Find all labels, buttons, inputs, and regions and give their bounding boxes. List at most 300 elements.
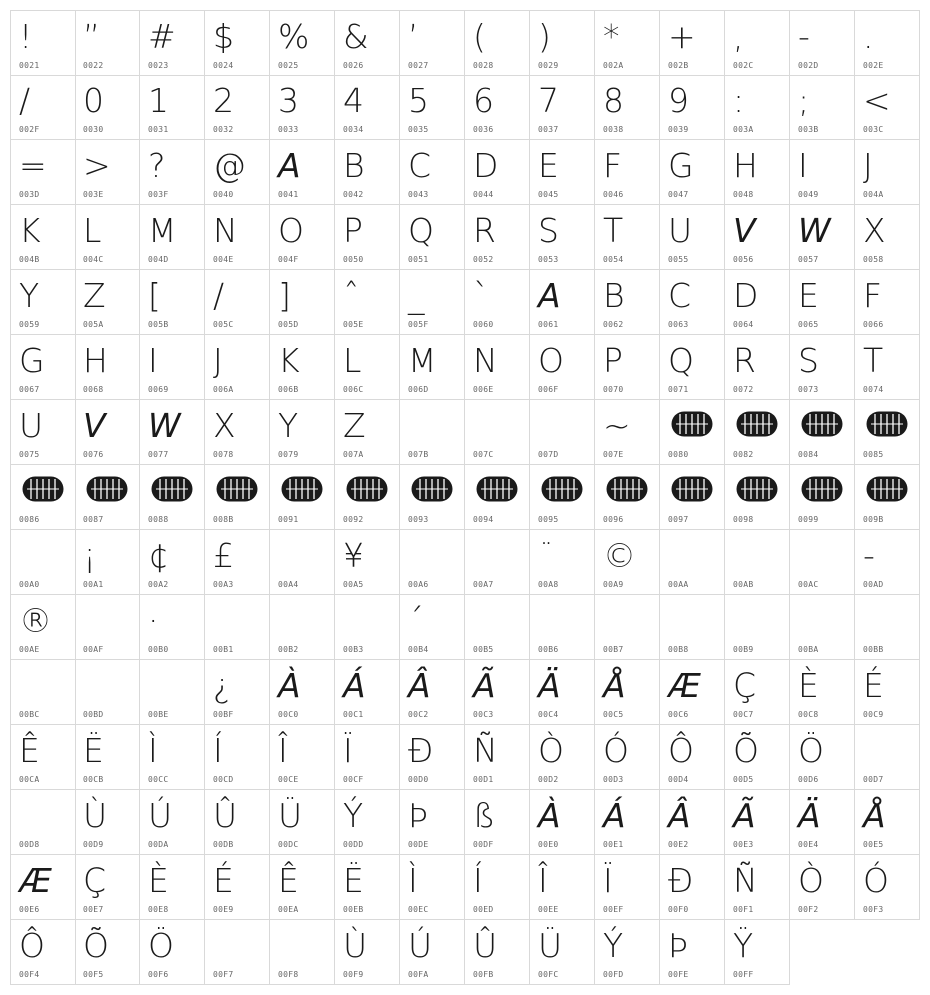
glyph-char: Ú [148,796,173,835]
glyph-cell [790,10,855,76]
glyph-cell [660,595,725,660]
glyph-char: P [343,211,363,250]
glyph-cell [595,465,660,530]
glyph-cell [205,660,270,725]
glyph-codepoint: 002E [863,61,884,70]
glyph-char: Ê [278,861,299,900]
ornament-glyph [735,410,779,438]
glyph-codepoint: 0099 [798,515,819,524]
glyph-char: ¨ [538,536,555,575]
glyph-char: Â [408,666,431,705]
glyph-cell [75,725,140,790]
glyph-codepoint: 0071 [668,385,689,394]
glyph-cell [140,855,205,920]
glyph-codepoint: 005A [83,320,104,329]
glyph-cell [725,400,790,465]
glyph-char: K [278,341,300,380]
glyph-codepoint: 00A6 [408,580,429,589]
glyph-codepoint: 00D4 [668,775,689,784]
glyph-codepoint: 0030 [83,125,104,134]
glyph-codepoint: 0037 [538,125,559,134]
glyph-cell [10,335,76,400]
glyph-codepoint: 00B0 [148,645,169,654]
glyph-codepoint: 00BD [83,710,104,719]
glyph-char: ~ [603,406,631,445]
glyph-codepoint: 00C9 [863,710,884,719]
glyph-char: C [668,276,692,315]
glyph-cell [10,855,76,920]
glyph-char: N [473,341,498,380]
glyph-char: Æ [19,861,52,900]
glyph-char: * [603,17,620,56]
glyph-codepoint: 00B2 [278,645,299,654]
glyph-char: B [603,276,625,315]
glyph-cell [75,660,140,725]
glyph-codepoint: 0078 [213,450,234,459]
glyph-codepoint: 0049 [798,190,819,199]
glyph-char: Ë [343,861,364,900]
glyph-char: [ [148,276,161,315]
glyph-cell [335,855,400,920]
glyph-cell [595,10,660,76]
glyph-cell [205,270,270,335]
glyph-cell [400,335,465,400]
glyph-char: F [863,276,882,315]
glyph-char: > [83,146,111,185]
glyph-cell [140,270,205,335]
ornament-glyph [345,475,389,503]
glyph-cell [75,270,140,335]
glyph-char: Ñ [733,861,758,900]
glyph-codepoint: 00C0 [278,710,299,719]
glyph-codepoint: 002F [19,125,40,134]
glyph-cell [10,660,76,725]
glyph-cell [595,595,660,660]
glyph-cell [140,595,205,660]
glyph-codepoint: 00BB [863,645,884,654]
glyph-codepoint: 00AB [733,580,754,589]
glyph-char: X [863,211,886,250]
glyph-codepoint: 0087 [83,515,104,524]
glyph-cell [855,465,920,530]
glyph-char: ) [538,17,551,56]
glyph-cell [400,595,465,660]
glyph-cell [205,205,270,270]
glyph-codepoint: 00D7 [863,775,884,784]
glyph-cell [10,920,76,985]
glyph-cell [660,335,725,400]
glyph-char: @ [213,146,246,185]
glyph-cell [725,660,790,725]
glyph-codepoint: 007C [473,450,494,459]
glyph-codepoint: 00AD [863,580,884,589]
glyph-char: ’ [408,17,419,56]
glyph-cell [400,465,465,530]
ornament-glyph [605,475,649,503]
glyph-char: D [473,146,499,185]
glyph-codepoint: 00A4 [278,580,299,589]
glyph-char: ! [19,17,33,56]
glyph-char: Ë [83,731,104,770]
glyph-codepoint: 0082 [733,450,754,459]
glyph-char: H [83,341,108,380]
glyph-cell [270,920,335,985]
glyph-codepoint: 00D1 [473,775,494,784]
glyph-cell [335,530,400,595]
glyph-codepoint: 00F4 [19,970,40,979]
glyph-char: A [538,276,561,315]
glyph-char: Á [343,666,366,705]
glyph-cell [205,855,270,920]
glyph-char: 1 [148,81,169,120]
glyph-codepoint: 00FE [668,970,689,979]
glyph-char: Û [213,796,238,835]
glyph-char: Ï [603,861,613,900]
glyph-char: Æ [668,666,701,705]
glyph-cell [270,595,335,660]
ornament-glyph [800,475,844,503]
glyph-cell [270,660,335,725]
glyph-char: G [19,341,45,380]
glyph-cell [10,140,76,205]
glyph-cell [270,205,335,270]
glyph-codepoint: 0046 [603,190,624,199]
glyph-cell [855,660,920,725]
glyph-codepoint: 00CD [213,775,234,784]
glyph-codepoint: 0043 [408,190,429,199]
glyph-cell [855,530,920,595]
glyph-char: E [538,146,559,185]
glyph-codepoint: 00D0 [408,775,429,784]
glyph-codepoint: 0034 [343,125,364,134]
glyph-char: É [213,861,234,900]
glyph-codepoint: 00E0 [538,840,559,849]
glyph-cell [270,530,335,595]
glyph-cell [10,10,76,76]
glyph-cell [465,530,530,595]
glyph-char: 2 [213,81,234,120]
glyph-codepoint: 00AC [798,580,819,589]
glyph-cell [465,335,530,400]
glyph-cell [270,790,335,855]
glyph-char: 9 [668,81,689,120]
glyph-codepoint: 006F [538,385,559,394]
glyph-cell [140,10,205,76]
glyph-codepoint: 00BF [213,710,234,719]
glyph-cell [465,205,530,270]
glyph-cell [205,140,270,205]
glyph-cell [335,75,400,140]
glyph-char: % [278,17,310,56]
glyph-cell [270,10,335,76]
glyph-char: Y [278,406,299,445]
glyph-codepoint: 0036 [473,125,494,134]
glyph-codepoint: 00DC [278,840,299,849]
glyph-cell [790,725,855,790]
glyph-codepoint: 0069 [148,385,169,394]
glyph-codepoint: 005C [213,320,234,329]
glyph-cell [205,920,270,985]
glyph-cell [75,790,140,855]
glyph-codepoint: 00F3 [863,905,884,914]
glyph-cell [595,790,660,855]
glyph-cell [400,920,465,985]
glyph-cell [855,595,920,660]
glyph-codepoint: 00F2 [798,905,819,914]
glyph-cell [140,660,205,725]
glyph-cell [725,270,790,335]
glyph-codepoint: 004E [213,255,234,264]
glyph-cell [660,205,725,270]
glyph-codepoint: 0039 [668,125,689,134]
glyph-cell [75,205,140,270]
glyph-cell [725,10,790,76]
glyph-char: Ú [408,926,433,965]
glyph-codepoint: 009B [863,515,884,524]
glyph-char: Ã [473,666,496,705]
glyph-cell [530,10,595,76]
glyph-char: K [19,211,41,250]
glyph-cell [10,725,76,790]
glyph-char: Ö [148,926,174,965]
ornament-glyph [215,475,259,503]
glyph-char: ˆ [343,276,360,315]
glyph-char: Ü [278,796,303,835]
glyph-char: , [733,17,744,56]
glyph-codepoint: 00AE [19,645,40,654]
glyph-cell [855,790,920,855]
glyph-codepoint: 0027 [408,61,429,70]
glyph-cell [595,725,660,790]
glyph-cell [725,920,790,985]
glyph-codepoint: 00C2 [408,710,429,719]
glyph-codepoint: 00F1 [733,905,754,914]
glyph-char: F [603,146,622,185]
glyph-cell [790,400,855,465]
glyph-codepoint: 00EA [278,905,299,914]
glyph-codepoint: 00E3 [733,840,754,849]
glyph-codepoint: 005F [408,320,429,329]
glyph-codepoint: 0094 [473,515,494,524]
glyph-codepoint: 00BC [19,710,40,719]
glyph-codepoint: 003D [19,190,40,199]
glyph-char: Ü [538,926,563,965]
glyph-char: R [473,211,496,250]
glyph-codepoint: 00A7 [473,580,494,589]
glyph-cell [595,75,660,140]
glyph-codepoint: 007B [408,450,429,459]
glyph-codepoint: 005B [148,320,169,329]
glyph-char: G [668,146,694,185]
glyph-char: U [668,211,693,250]
glyph-cell [595,660,660,725]
glyph-char: ; [798,81,810,120]
glyph-cell [595,270,660,335]
glyph-char: Ô [668,731,694,770]
glyph-char: I [148,341,158,380]
glyph-cell [75,140,140,205]
glyph-cell [855,205,920,270]
glyph-codepoint: 00B3 [343,645,364,654]
ornament-glyph [540,475,584,503]
glyph-codepoint: 007E [603,450,624,459]
glyph-codepoint: 00BA [798,645,819,654]
glyph-cell [400,790,465,855]
glyph-codepoint: 00E6 [19,905,40,914]
glyph-char: / [19,81,31,120]
glyph-codepoint: 0052 [473,255,494,264]
glyph-codepoint: 0056 [733,255,754,264]
glyph-codepoint: 006D [408,385,429,394]
glyph-char: ˊ [408,601,424,640]
glyph-char: Î [278,731,288,770]
glyph-char: Ò [538,731,564,770]
glyph-cell [335,725,400,790]
glyph-cell [465,595,530,660]
glyph-cell [465,660,530,725]
glyph-codepoint: 0062 [603,320,624,329]
glyph-char: ? [148,146,166,185]
glyph-cell [335,920,400,985]
glyph-char: É [863,666,884,705]
glyph-codepoint: 0055 [668,255,689,264]
glyph-cell [725,530,790,595]
glyph-codepoint: 0084 [798,450,819,459]
glyph-codepoint: 0023 [148,61,169,70]
glyph-codepoint: 00C1 [343,710,364,719]
glyph-cell [530,140,595,205]
glyph-codepoint: 0041 [278,190,299,199]
glyph-codepoint: 0053 [538,255,559,264]
glyph-cell [465,855,530,920]
glyph-codepoint: 00E4 [798,840,819,849]
glyph-char: 4 [343,81,364,120]
glyph-codepoint: 0040 [213,190,234,199]
glyph-char: Ç [733,666,757,705]
glyph-codepoint: 0066 [863,320,884,329]
glyph-char: R [733,341,756,380]
glyph-codepoint: 00D3 [603,775,624,784]
glyph-char: Å [603,666,626,705]
glyph-codepoint: 00CB [83,775,104,784]
glyph-char: Û [473,926,498,965]
glyph-char: - [863,536,875,575]
glyph-codepoint: 0025 [278,61,299,70]
glyph-char: Ç [83,861,107,900]
glyph-codepoint: 0086 [19,515,40,524]
glyph-cell [725,595,790,660]
glyph-cell [660,725,725,790]
glyph-codepoint: 0077 [148,450,169,459]
glyph-char: $ [213,17,234,56]
glyph-cell [400,400,465,465]
glyph-codepoint: 008B [213,515,234,524]
glyph-cell [660,10,725,76]
glyph-codepoint: 006C [343,385,364,394]
glyph-codepoint: 006E [473,385,494,394]
glyph-codepoint: 0061 [538,320,559,329]
glyph-codepoint: 0032 [213,125,234,134]
glyph-codepoint: 00BE [148,710,169,719]
glyph-char: Z [83,276,106,315]
glyph-char: Í [213,731,223,770]
glyph-codepoint: 0079 [278,450,299,459]
glyph-codepoint: 00F7 [213,970,234,979]
glyph-codepoint: 003A [733,125,754,134]
glyph-cell [205,335,270,400]
glyph-char: À [278,666,301,705]
glyph-codepoint: 00EF [603,905,624,914]
glyph-cell [790,790,855,855]
glyph-char: Î [538,861,548,900]
glyph-cell [140,335,205,400]
glyph-cell [75,335,140,400]
glyph-char: Ù [83,796,108,835]
glyph-cell [400,205,465,270]
glyph-cell [790,270,855,335]
glyph-cell [465,75,530,140]
glyph-char: 8 [603,81,624,120]
glyph-char: Ù [343,926,368,965]
glyph-cell [10,465,76,530]
glyph-char: ¢ [148,536,169,575]
glyph-cell [530,660,595,725]
glyph-char: · [148,601,159,640]
glyph-char: J [213,341,223,380]
glyph-cell [530,790,595,855]
glyph-cell [270,335,335,400]
glyph-char: Ò [798,861,824,900]
glyph-char: S [538,211,559,250]
glyph-codepoint: 00DD [343,840,364,849]
glyph-cell [530,335,595,400]
glyph-cell [790,595,855,660]
glyph-codepoint: 0045 [538,190,559,199]
glyph-codepoint: 00B8 [668,645,689,654]
glyph-cell [10,205,76,270]
glyph-char: 3 [278,81,299,120]
glyph-cell [270,75,335,140]
glyph-codepoint: 00FC [538,970,559,979]
glyph-codepoint: 0054 [603,255,624,264]
glyph-codepoint: 00DF [473,840,494,849]
glyph-cell [75,920,140,985]
glyph-char: T [603,211,624,250]
glyph-cell [530,855,595,920]
glyph-cell [140,530,205,595]
glyph-codepoint: 00E8 [148,905,169,914]
glyph-codepoint: 00A8 [538,580,559,589]
glyph-codepoint: 00D8 [19,840,40,849]
glyph-codepoint: 00F9 [343,970,364,979]
glyph-cell [465,790,530,855]
glyph-codepoint: 0031 [148,125,169,134]
glyph-codepoint: 0044 [473,190,494,199]
glyph-char: V [83,406,106,445]
glyph-char: Ó [863,861,889,900]
glyph-cell [530,205,595,270]
glyph-cell [270,855,335,920]
glyph-codepoint: 0085 [863,450,884,459]
glyph-codepoint: 0096 [603,515,624,524]
glyph-char: D [733,276,759,315]
glyph-codepoint: 004A [863,190,884,199]
glyph-codepoint: 002B [668,61,689,70]
glyph-char: £ [213,536,234,575]
glyph-cell [595,530,660,595]
glyph-codepoint: 00C7 [733,710,754,719]
glyph-codepoint: 0092 [343,515,364,524]
